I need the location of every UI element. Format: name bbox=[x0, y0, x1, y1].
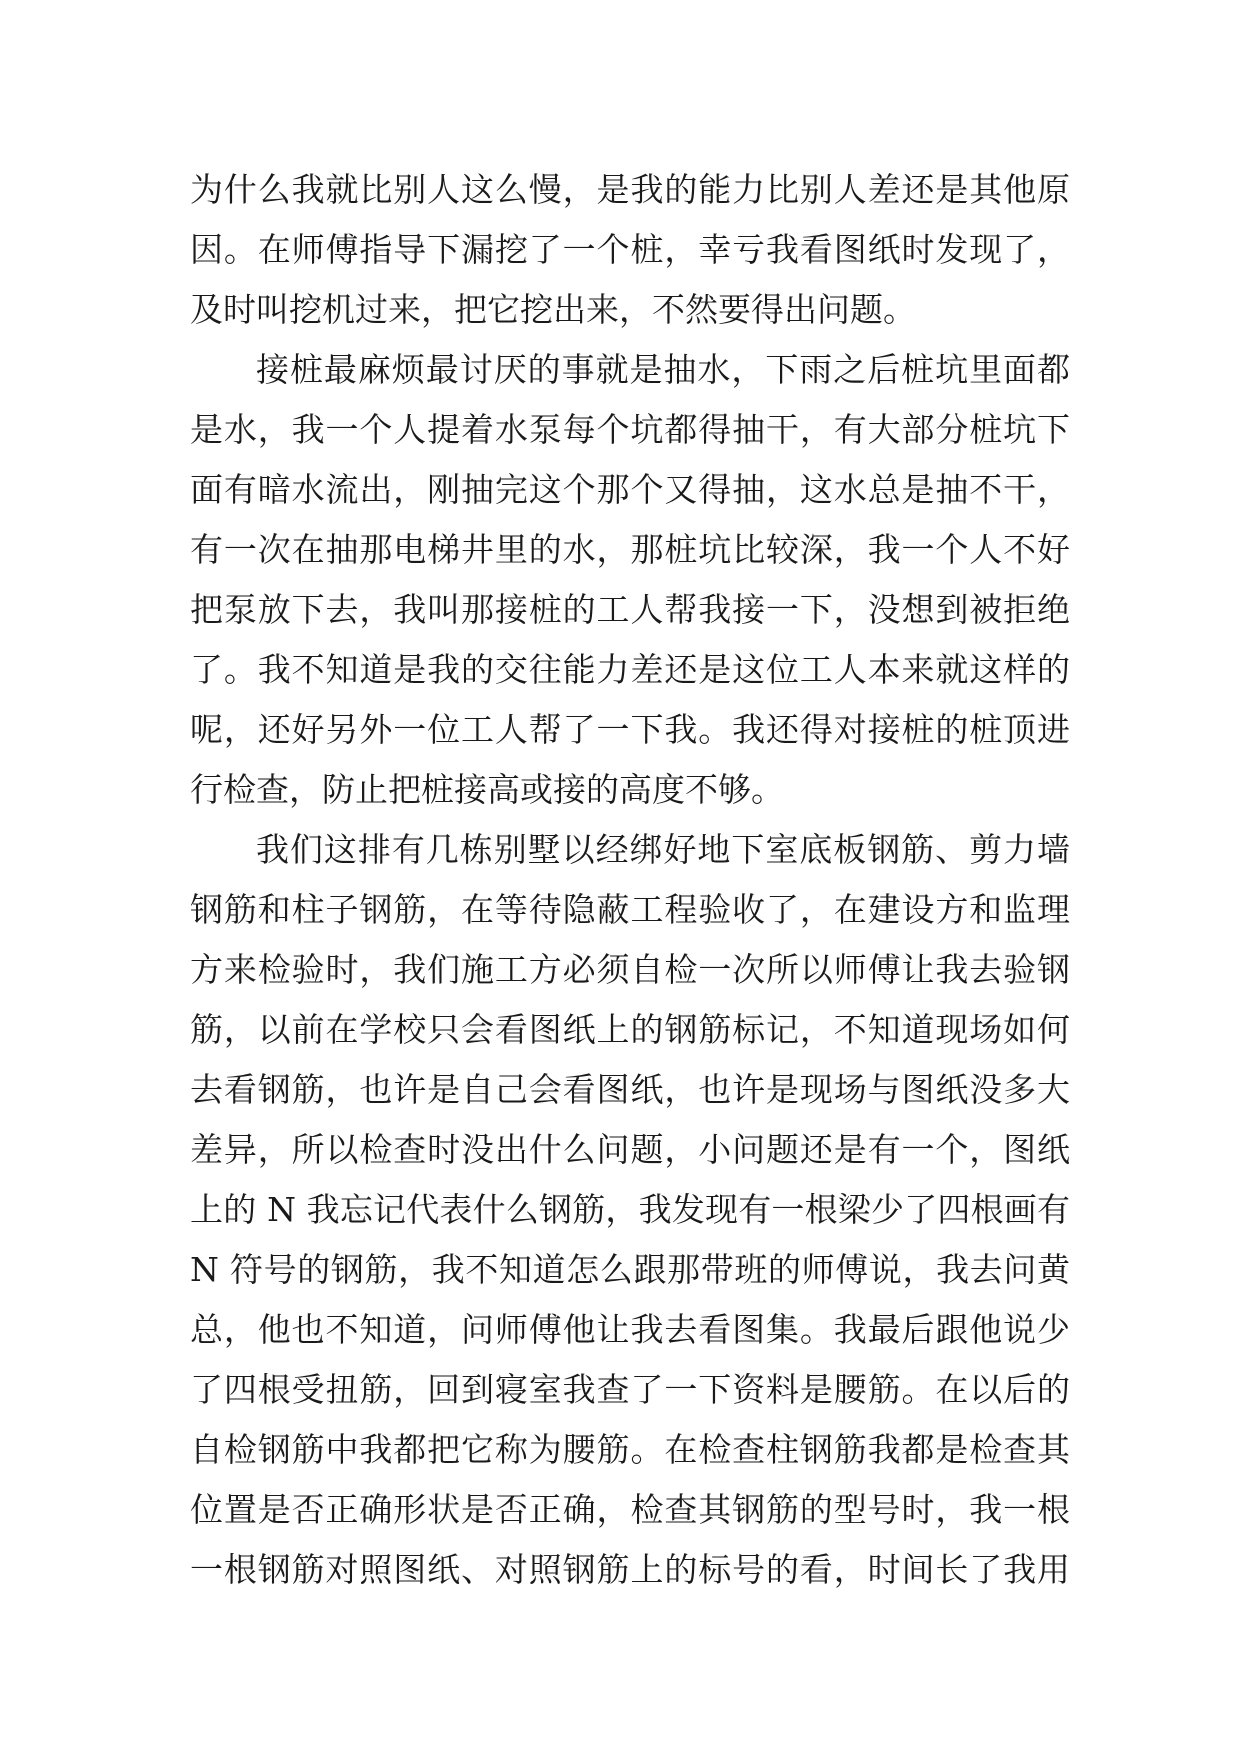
text-line: 了。我不知道是我的交往能力差还是这位工人本来就这样的 bbox=[190, 650, 1070, 689]
text-line: 筋，以前在学校只会看图纸上的钢筋标记，不知道现场如何 bbox=[190, 1010, 1070, 1049]
text-line: 钢筋和柱子钢筋，在等待隐蔽工程验收了，在建设方和监理 bbox=[190, 890, 1070, 929]
text-line: 自检钢筋中我都把它称为腰筋。在检查柱钢筋我都是检查其 bbox=[190, 1430, 1070, 1469]
text-line: 有一次在抽那电梯井里的水，那桩坑比较深，我一个人不好 bbox=[190, 530, 1070, 569]
body-text bbox=[190, 160, 1070, 1600]
text-line: N 符号的钢筋，我不知道怎么跟那带班的师傅说，我去问黄 bbox=[190, 1250, 1070, 1289]
text-line: 把泵放下去，我叫那接桩的工人帮我接一下，没想到被拒绝 bbox=[190, 590, 1070, 629]
text-line: 一根钢筋对照图纸、对照钢筋上的标号的看，时间长了我用 bbox=[190, 1550, 1070, 1589]
text-line: 差异，所以检查时没出什么问题，小问题还是有一个，图纸 bbox=[190, 1130, 1070, 1169]
text-line: 方来检验时，我们施工方必须自检一次所以师傅让我去验钢 bbox=[190, 950, 1070, 989]
text-line: 总，他也不知道，问师傅他让我去看图集。我最后跟他说少 bbox=[190, 1310, 1070, 1349]
text-line: 我们这排有几栋别墅以经绑好地下室底板钢筋、剪力墙 bbox=[256, 830, 1070, 869]
text-line: 了四根受扭筋，回到寝室我查了一下资料是腰筋。在以后的 bbox=[190, 1370, 1070, 1409]
text-line: 位置是否正确形状是否正确，检查其钢筋的型号时，我一根 bbox=[190, 1490, 1070, 1529]
text-line: 因。在师傅指导下漏挖了一个桩，幸亏我看图纸时发现了， bbox=[190, 230, 1070, 269]
text-line: 是水，我一个人提着水泵每个坑都得抽干，有大部分桩坑下 bbox=[190, 410, 1070, 449]
text-line: 接桩最麻烦最讨厌的事就是抽水，下雨之后桩坑里面都 bbox=[256, 350, 1070, 389]
text-line: 呢，还好另外一位工人帮了一下我。我还得对接桩的桩顶进 bbox=[190, 710, 1070, 749]
text-line: 行检查，防止把桩接高或接的高度不够。 bbox=[190, 770, 784, 809]
text-line: 为什么我就比别人这么慢，是我的能力比别人差还是其他原 bbox=[190, 170, 1070, 209]
text-line: 上的 N 我忘记代表什么钢筋，我发现有一根梁少了四根画有 bbox=[190, 1190, 1070, 1229]
text-line: 面有暗水流出，刚抽完这个那个又得抽，这水总是抽不干， bbox=[190, 470, 1070, 509]
text-line: 去看钢筋，也许是自己会看图纸，也许是现场与图纸没多大 bbox=[190, 1070, 1070, 1109]
text-line: 及时叫挖机过来，把它挖出来，不然要得出问题。 bbox=[190, 290, 916, 329]
